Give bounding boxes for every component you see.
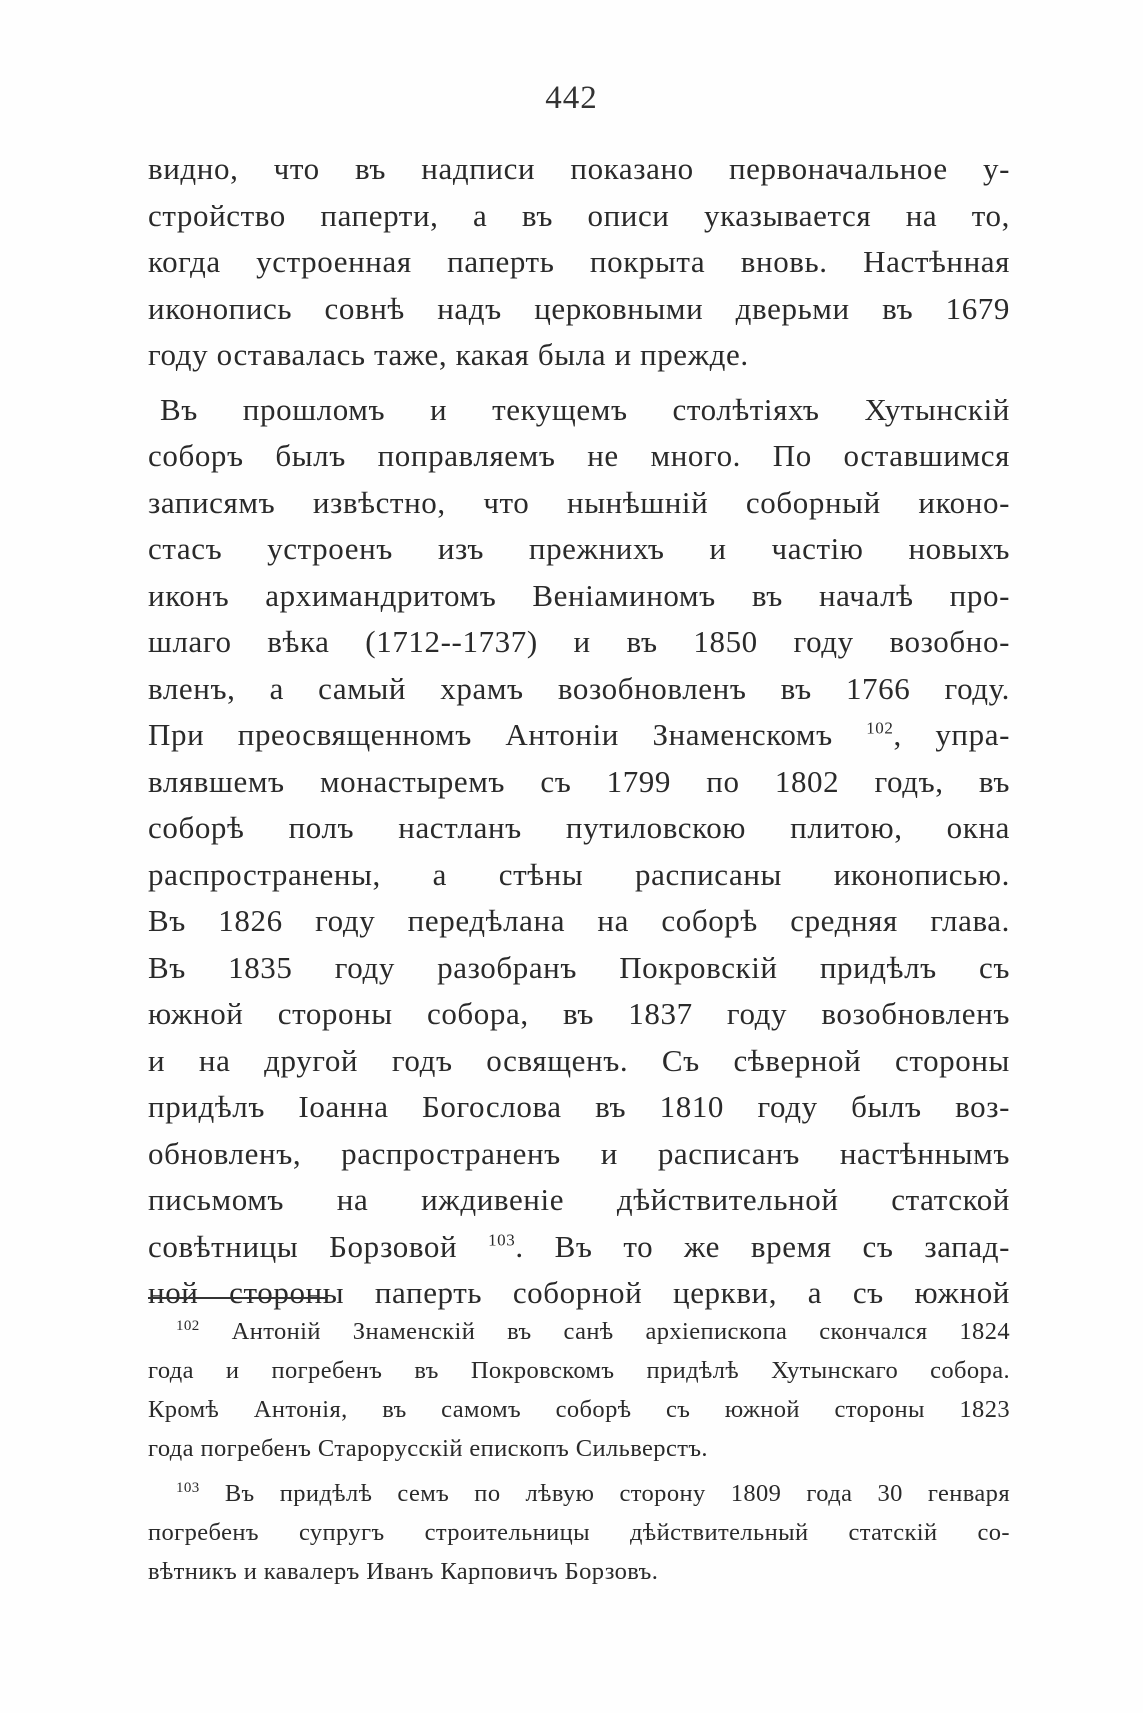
text-line: обновленъ, распространенъ и расписанъ настѣннымъ	[148, 1135, 1010, 1171]
footnote-text: Антоній Знаменскій въ санѣ архіепископа скончался 1824	[231, 1318, 1011, 1345]
footnote-number: 103	[176, 1479, 200, 1496]
text-line: соборѣ полъ настланъ путиловскою плитою, окна	[148, 810, 1010, 845]
footnote-103-line: вѣтникъ и кавалеръ Иванъ Карповичъ Борзовъ.	[148, 1558, 659, 1585]
text-line: влявшемъ монастыремъ съ 1799 по 1802 годъ, въ	[148, 763, 1010, 799]
main-text	[148, 146, 1010, 1317]
footnote-ref-103[interactable]: 103	[488, 1230, 516, 1250]
text-line: Въ 1826 году передѣлана на соборѣ средняя глава.	[148, 903, 1010, 938]
footnote-103-line	[148, 1474, 1010, 1513]
footnote-number: 102	[176, 1317, 200, 1334]
text-line: стройство паперти, а въ описи указывается на то,	[148, 197, 1010, 233]
text-line: соборъ былъ поправляемъ не много. По оставшимся	[148, 438, 1010, 473]
text-line: году оставалась таже, какая была и прежде.	[148, 337, 749, 372]
text-line: когда устроенная паперть покрыта вновь. Настѣнная	[148, 244, 1010, 279]
footnote-102-line: Кромѣ Антонія, въ самомъ соборѣ съ южной стороны 1823	[148, 1396, 1010, 1423]
footnote-ref-102[interactable]: 102	[866, 718, 894, 738]
text-segment: . Въ то же время съ запад-	[515, 1228, 1010, 1264]
footnotes	[148, 1312, 1010, 1591]
text-line-with-footnote-ref	[148, 1224, 1010, 1271]
text-segment: При преосвященномъ Антоніи Знаменскомъ	[148, 717, 867, 752]
text-line: письмомъ на иждивеніе дѣйствительной статской	[148, 1182, 1010, 1217]
text-line: иконопись совнѣ надъ церковными дверьми въ 1679	[148, 290, 1010, 326]
footnote-text: Въ придѣлѣ семъ по лѣвую сторону 1809 года 30 генваря	[224, 1480, 1010, 1507]
text-line: Въ прошломъ и текущемъ столѣтіяхъ Хутынскій	[160, 391, 1010, 427]
footnote-divider	[148, 1297, 328, 1299]
text-segment: , упра-	[893, 717, 1011, 752]
text-line: видно, что въ надписи показано первоначальное у-	[148, 151, 1010, 186]
text-line: записямъ извѣстно, что нынѣшній соборный иконо-	[148, 484, 1010, 520]
text-segment: совѣтницы Борзовой	[148, 1228, 489, 1264]
footnote-102-line: года и погребенъ въ Покровскомъ придѣлѣ Хутынскаго собора.	[148, 1357, 1010, 1384]
page-number: 442	[545, 80, 598, 116]
text-line: южной стороны собора, въ 1837 году возобновленъ	[148, 996, 1010, 1031]
text-line: иконъ архимандритомъ Веніаминомъ въ началѣ про-	[148, 577, 1010, 613]
text-line: и на другой годъ освященъ. Съ сѣверной стороны	[148, 1042, 1010, 1078]
text-line: шлаго вѣка (1712--1737) и въ 1850 году возобно-	[148, 624, 1010, 659]
text-line: ной стороны паперть соборной церкви, а съ южной	[148, 1275, 1010, 1310]
text-line: Въ 1835 году разобранъ Покровскій придѣлъ съ	[148, 949, 1010, 985]
text-line: распространены, а стѣны расписаны иконописью.	[148, 856, 1010, 892]
text-line: стасъ устроенъ изъ прежнихъ и частію новыхъ	[148, 531, 1010, 566]
footnote-102-line	[148, 1312, 1010, 1351]
text-line-with-footnote-ref	[148, 712, 1010, 759]
footnote-103-line: погребенъ супругъ строительницы дѣйствительный статскій со-	[148, 1519, 1010, 1546]
text-line: придѣлъ Іоанна Богослова въ 1810 году былъ воз-	[148, 1089, 1010, 1124]
footnote-102-line: года погребенъ Старорусскій епископъ Сильверстъ.	[148, 1435, 708, 1462]
text-line: вленъ, а самый храмъ возобновленъ въ 1766 году.	[148, 670, 1010, 706]
